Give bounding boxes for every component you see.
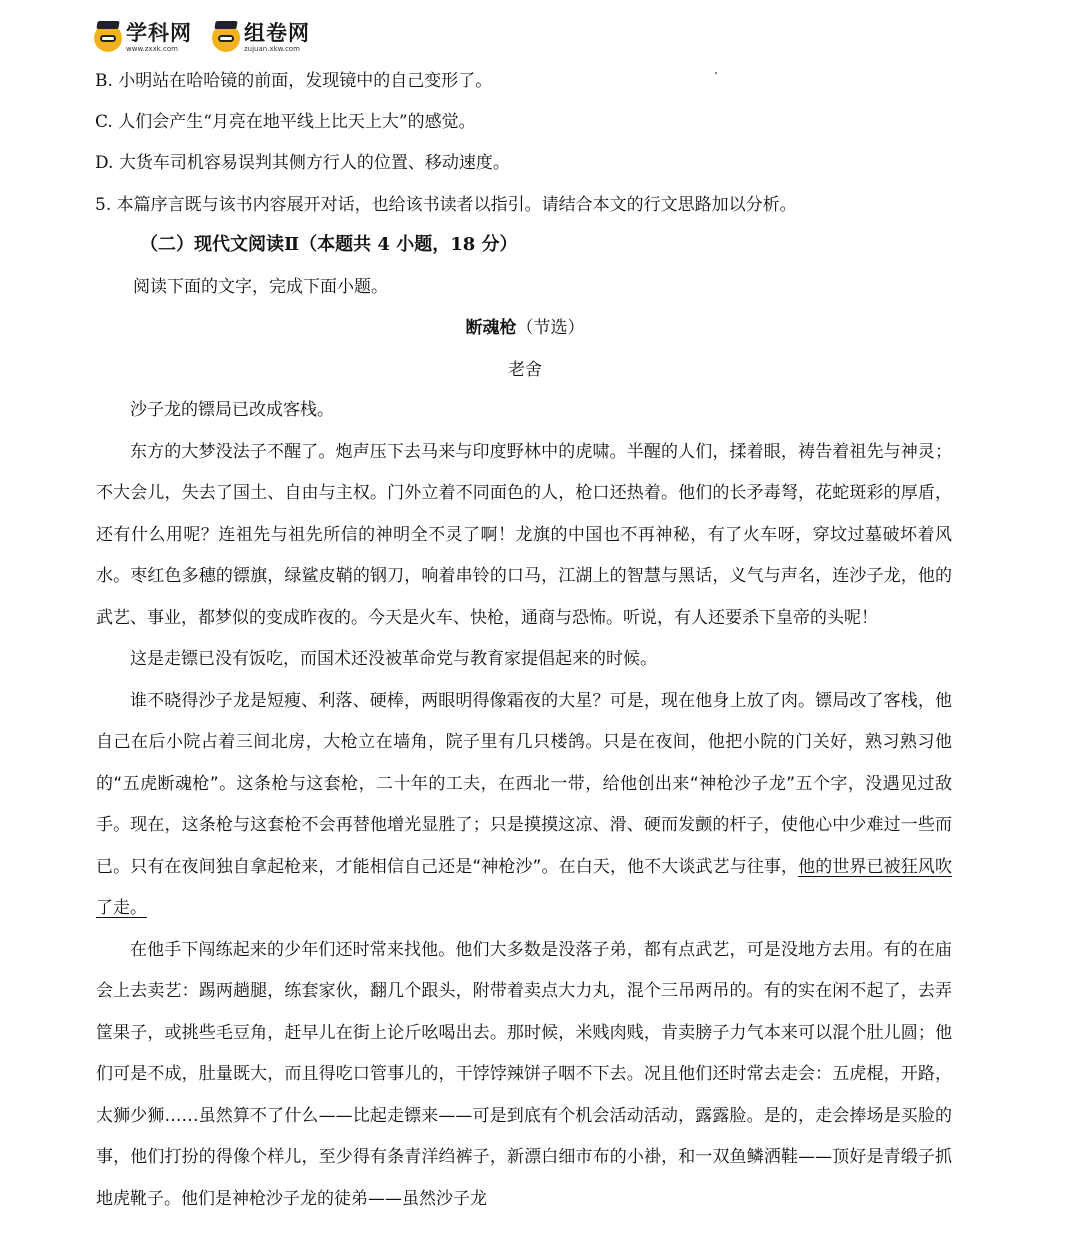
xkw-logo bbox=[94, 20, 192, 56]
logo-name: 学科网 bbox=[126, 21, 192, 45]
scan-dot bbox=[715, 72, 717, 74]
passage-title bbox=[0, 317, 1050, 339]
option-b: B. 小明站在哈哈镜的前面，发现镜中的自己变形了。 bbox=[95, 71, 493, 91]
logo-name: 组卷网 bbox=[244, 21, 310, 45]
passage-body bbox=[96, 390, 952, 1220]
passage-author: 老舍 bbox=[508, 360, 542, 380]
instruction: 阅读下面的文字，完成下面小题。 bbox=[133, 277, 388, 297]
option-d: D. 大货车司机容易误判其侧方行人的位置、移动速度。 bbox=[95, 153, 510, 173]
paragraph: 东方的大梦没法子不醒了。炮声压下去马来与印度野林中的虎啸。半醒的人们，揉着眼，祷告着祖先与神灵；不大会儿，失去了国土、自由与主权。门外立着不同面色的人，枪口还热着。他们的长矛毒弩，花蛇斑彩的厚盾，还有什么用呢？连祖先与祖先所信的神明全不灵了啊！龙旗的中国也不再神秘，有了火车呀，穿坟过墓破坏着风水。枣红色多穗的镖旗，绿鲨皮鞘的钢刀，响着串铃的口马，江湖上的智慧与黑话，义气与声名，连沙子龙，他的武艺、事业，都梦似的变成昨夜的。今天是火车、快枪，通商与恐怖。听说，有人还要杀下皇帝的头呢！ bbox=[96, 441, 952, 628]
title-main: 断魂枪 bbox=[465, 318, 517, 338]
option-c: C. 人们会产生“月亮在地平线上比天上大”的感觉。 bbox=[95, 112, 476, 132]
paragraph: 沙子龙的镖局已改成客栈。 bbox=[130, 400, 334, 420]
logo-url: www.zxxk.com bbox=[126, 45, 178, 53]
paragraph: 在他手下闯练起来的少年们还时常来找他。他们大多数是没落子弟，都有点武艺，可是没地方去用。有的在庙会上去卖艺：踢两趟腿，练套家伙，翻几个跟头，附带着卖点大力丸，混个三吊两吊的。有的实在闲不起了，去弄筐果子，或挑些毛豆角，赶早儿在街上论斤吆喝出去。那时候，米贱肉贱，肯卖膀子力气本来可以混个肚儿圆；他们可是不成，肚量既大，而且得吃口管事儿的，干饽饽辣饼子咽不下去。况且他们还时常去走会：五虎棍，开路，太狮少狮……虽然算不了什么——比起走镖来——可是到底有个机会活动活动，露露脸。是的，走会捧场是买脸的事，他们打扮的得像个样儿，至少得有条青洋绉裤子，新漂白细市布的小褂，和一双鱼鳞洒鞋——顶好是青缎子抓地虎靴子。他们是神枪沙子龙的徒弟——虽然沙子龙 bbox=[96, 939, 952, 1209]
paragraph: 这是走镖已没有饭吃，而国术还没被革命党与教育家提倡起来的时候。 bbox=[130, 649, 657, 669]
logo-url: zujuan.xkw.com bbox=[244, 45, 300, 53]
paragraph-text: 谁不晓得沙子龙是短瘦、利落、硬棒，两眼明得像霜夜的大星？可是，现在他身上放了肉。镖局改了客栈，他自己在后小院占着三间北房，大枪立在墙角，院子里有几只楼鸽。只是在夜间，他把小院的门关好，熟习熟习他的“五虎断魂枪”。这条枪与这套枪，二十年的工夫，在西北一带，给他创出来“神枪沙子龙”五个字，没遇见过敌手。现在，这条枪与这套枪不会再替他增光显胜了；只是摸摸这凉、滑、硬而发颤的杆子，使他心中少难过一些而已。只有在夜间独自拿起枪来，才能相信自己还是“神枪沙”。在白天，他不大谈武艺与往事， bbox=[96, 690, 952, 877]
section-heading: （二）现代文阅读Ⅱ（本题共 4 小题，18 分） bbox=[140, 234, 518, 255]
zjw-logo bbox=[212, 20, 310, 56]
mascot-icon bbox=[212, 24, 240, 52]
title-note: （节选） bbox=[516, 318, 585, 338]
underlined-sentence: 他的世界已被狂风吹了走。 bbox=[96, 856, 953, 918]
mascot-icon bbox=[94, 24, 122, 52]
paragraph bbox=[96, 681, 952, 930]
question-5: 5. 本篇序言既与该书内容展开对话，也给该书读者以指引。请结合本文的行文思路加以分析。 bbox=[95, 195, 797, 215]
